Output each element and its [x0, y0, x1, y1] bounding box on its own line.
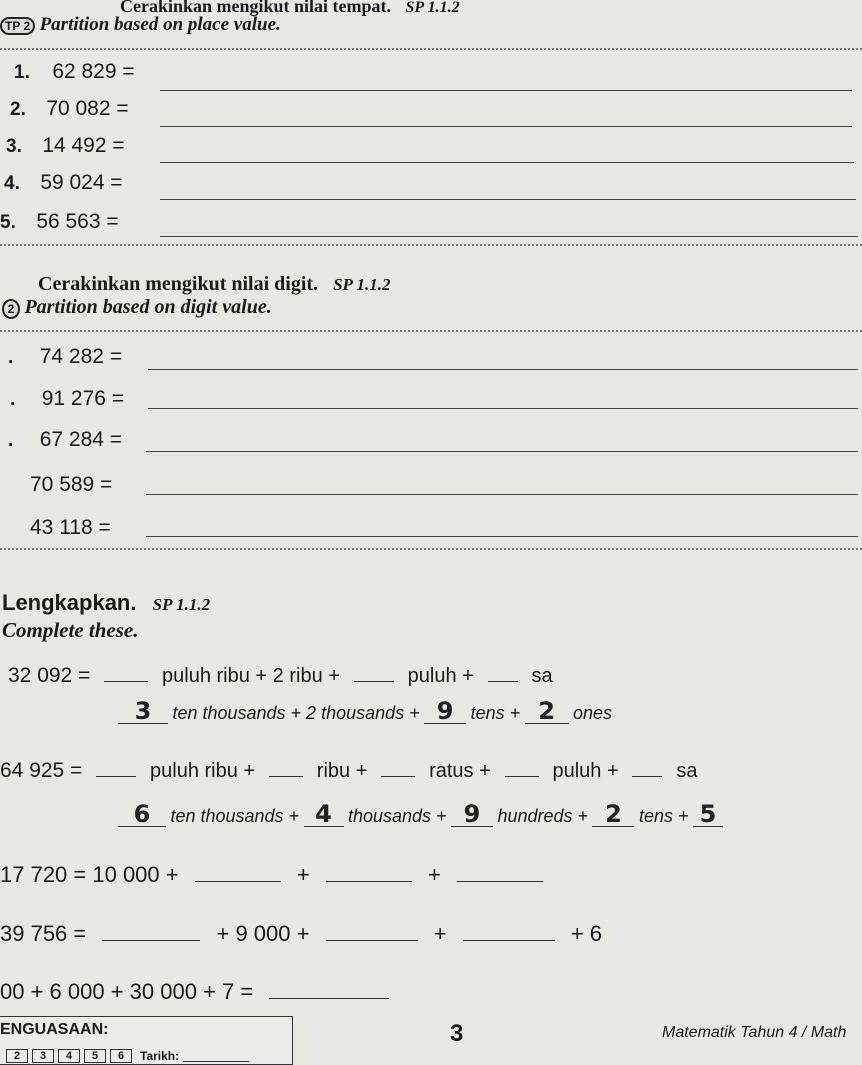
q2-blank-ribu[interactable] [269, 756, 303, 777]
q2-answer-tens[interactable]: 2 [592, 800, 634, 827]
answer-line-4[interactable] [160, 199, 856, 200]
q3-blank-2[interactable] [326, 861, 412, 882]
q3-blank-3[interactable] [457, 861, 543, 882]
q2-blank-sa[interactable] [632, 756, 662, 777]
q2-answer-ten-thousands[interactable]: 6 [118, 800, 166, 827]
answer-line-9[interactable] [146, 494, 858, 495]
s1-item-5 [0, 210, 119, 234]
q1-lhs: 32 092 = [8, 664, 91, 687]
s1-item-2 [10, 97, 129, 121]
penguasaan-box [0, 1016, 293, 1065]
section3-malay-text: Lengkapkan. [2, 590, 137, 615]
section2-header [2, 296, 272, 319]
item-expression: 70 082 = [46, 97, 129, 120]
item-expression: 59 024 = [40, 171, 123, 194]
q2-puluh-ribu-text: puluh ribu + [150, 760, 256, 782]
q5-lhs: 00 + 6 000 + 30 000 + 7 = [0, 979, 254, 1004]
q4-blank-2[interactable] [326, 920, 418, 941]
book-title: Matematik Tahun 4 / Math [662, 1024, 847, 1041]
item-expression: 62 829 = [52, 60, 135, 83]
item-number: 1. [14, 62, 30, 83]
q4-lhs: 39 756 = [0, 921, 87, 946]
q2-malay-row [0, 756, 697, 783]
q5-blank[interactable] [269, 978, 389, 999]
level-boxes [0, 1049, 249, 1063]
section2-malay-title [38, 273, 391, 296]
q2-answer-hundreds[interactable]: 9 [451, 800, 493, 827]
answer-line-2[interactable] [160, 126, 852, 127]
item-expression: 56 563 = [36, 210, 119, 233]
answer-line-1[interactable] [160, 90, 852, 91]
q2-answer-thousands[interactable]: 4 [304, 800, 344, 827]
q2-blank-puluh[interactable] [505, 756, 539, 777]
q1-puluh-ribu-text: puluh ribu + 2 ribu + [162, 665, 340, 687]
answer-line-6[interactable] [148, 369, 858, 370]
section1-sp: SP 1.1.2 [405, 0, 460, 16]
q2-sa-text: sa [676, 760, 698, 782]
item-number: . [8, 430, 14, 451]
q4-mid: + 9 000 + [216, 921, 310, 946]
item-expression: 91 276 = [41, 387, 125, 410]
q1-blank-sa[interactable] [488, 661, 518, 682]
q5-row [0, 978, 399, 1005]
item-number: 4. [4, 173, 20, 194]
level-box[interactable]: 2 [6, 1049, 28, 1063]
q2-hundreds-text: hundreds + [497, 806, 589, 826]
section2-english-title: Partition based on digit value. [24, 296, 272, 318]
q4-end: + 6 [570, 921, 603, 946]
q2-ten-thousands-text: ten thousands + [170, 806, 300, 826]
q1-blank-puluh-ribu[interactable] [104, 661, 148, 682]
section1-english-title: Partition based on place value. [39, 14, 281, 35]
section3-english-title: Complete these. [2, 618, 139, 642]
s2-item-3 [8, 428, 122, 452]
q4-blank-3[interactable] [463, 920, 555, 941]
level-box[interactable]: 6 [110, 1049, 132, 1063]
tp-badge-2: 2 [2, 299, 20, 319]
q1-ones-text: ones [573, 703, 613, 723]
item-number: 2. [10, 99, 26, 120]
s2-item-2 [10, 387, 124, 411]
item-number: 5. [0, 212, 16, 233]
item-number: . [10, 389, 16, 410]
tarikh-blank[interactable] [183, 1049, 249, 1062]
q2-english-row [118, 800, 723, 827]
answer-line-10[interactable] [146, 536, 858, 537]
answer-line-7[interactable] [148, 408, 858, 409]
item-expression: 74 282 = [39, 345, 123, 368]
s2-item-4 [30, 473, 112, 497]
item-number: . [8, 347, 14, 368]
q4-blank-1[interactable] [102, 920, 200, 941]
q1-english-row [118, 697, 612, 724]
section2-malay-text: Cerakinkan mengikut nilai digit. [38, 273, 319, 295]
section2-sp: SP 1.1.2 [333, 275, 391, 294]
answer-line-5[interactable] [160, 236, 858, 237]
s1-item-3 [6, 134, 125, 158]
q3-plus-2: + [427, 862, 441, 887]
q1-blank-puluh[interactable] [354, 661, 394, 682]
q2-thousands-text: thousands + [347, 806, 447, 826]
q3-lhs: 17 720 = 10 000 + [0, 862, 179, 887]
s2-item-5 [30, 516, 111, 540]
section1-malay-text: Cerakinkan mengikut nilai tempat. [120, 0, 392, 16]
s1-item-4 [4, 171, 123, 195]
q3-row [0, 861, 553, 888]
q1-answer-ten-thousands[interactable]: 3 [118, 697, 168, 724]
item-number: 3. [6, 136, 22, 157]
item-expression: 70 589 = [30, 473, 113, 496]
tp-badge: TP 2 [0, 17, 35, 35]
section1-header [0, 14, 281, 36]
q1-tens-text: tens + [470, 703, 521, 723]
tarikh-label: Tarikh: [140, 1049, 180, 1063]
q2-blank-ratus[interactable] [381, 756, 415, 777]
q1-answer-ones[interactable]: 2 [525, 697, 569, 724]
q2-tens-text: tens + [638, 806, 689, 826]
q3-blank-1[interactable] [195, 861, 281, 882]
q4-plus: + [433, 921, 447, 946]
q2-ratus-text: ratus + [429, 760, 491, 782]
q1-answer-tens[interactable]: 9 [424, 697, 466, 724]
q3-plus-1: + [296, 862, 310, 887]
level-box[interactable]: 5 [84, 1049, 106, 1063]
answer-line-3[interactable] [160, 162, 854, 163]
q2-lhs: 64 925 = [0, 759, 83, 782]
section3-malay-title [2, 590, 210, 616]
q2-answer-ones[interactable]: 5 [693, 800, 723, 827]
q2-blank-puluh-ribu[interactable] [96, 756, 136, 777]
answer-line-8[interactable] [146, 451, 858, 452]
item-expression: 14 492 = [42, 134, 125, 157]
penguasaan-label: ENGUASAAN: [0, 1021, 109, 1038]
level-box[interactable]: 3 [32, 1049, 54, 1063]
q1-malay-row [8, 661, 553, 688]
item-expression: 43 118 = [30, 516, 111, 539]
q1-sa-text: sa [531, 665, 553, 687]
q4-row [0, 920, 602, 947]
item-expression: 67 284 = [39, 428, 123, 451]
q1-puluh-text: puluh + [407, 665, 474, 687]
s1-item-1 [14, 60, 135, 84]
page-number: 3 [450, 1020, 464, 1047]
q2-puluh-text: puluh + [552, 760, 619, 782]
section3-sp: SP 1.1.2 [152, 595, 211, 614]
level-box[interactable]: 4 [58, 1049, 80, 1063]
s2-item-1 [8, 345, 122, 369]
q2-ribu-text: ribu + [316, 760, 368, 782]
q1-ten-thousands-text: ten thousands + 2 thousands + [172, 703, 420, 723]
